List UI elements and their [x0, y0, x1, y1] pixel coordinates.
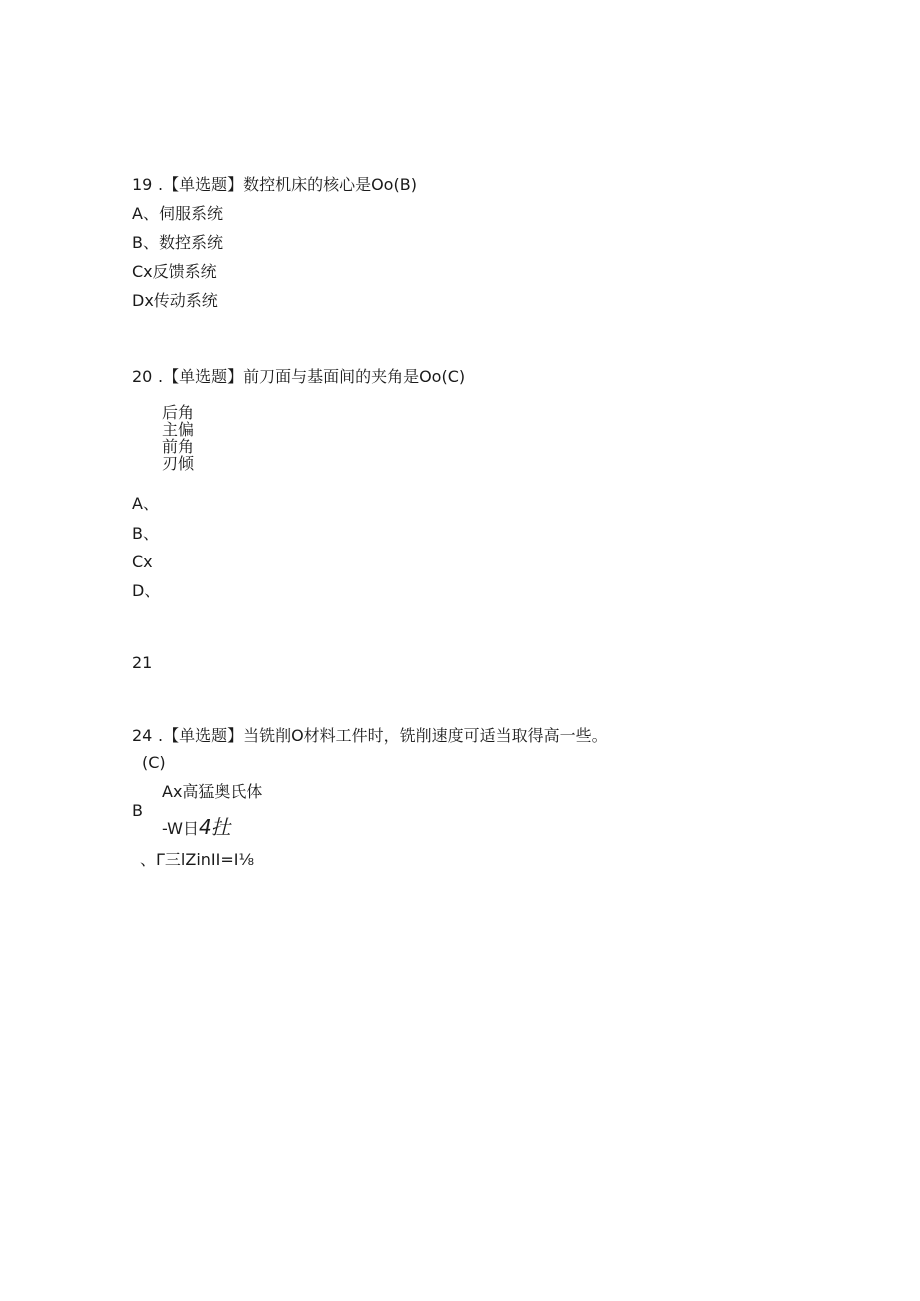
q24-option-a: Ax高猛奥氏体 — [162, 782, 263, 801]
q20-option-a: A、 — [132, 494, 159, 513]
q19-option-a: A、伺服系统 — [132, 204, 223, 223]
q19-option-c: Cx反馈系统 — [132, 262, 217, 281]
q21-number: 21 — [132, 653, 153, 672]
q24-garbled-italic: 4扗 — [198, 815, 230, 839]
q24-garbled-line — [162, 817, 230, 839]
q20-term: 刃倾 — [162, 454, 195, 473]
q24-option-b-label: B — [132, 801, 143, 820]
q19-stem-text: .【单选题】数控机床的核心是Oo(B) — [158, 175, 417, 194]
q20-term: 前角 — [162, 437, 195, 456]
q19-stem — [132, 175, 417, 195]
q24-garbled-text: -W日 — [162, 819, 199, 838]
q20-option-b: B、 — [132, 524, 159, 543]
q19-option-b: B、数控系统 — [132, 233, 223, 252]
q24-garbled-line-2: 、Γ三lZinII=I⅛ — [140, 850, 254, 869]
q20-stem-text: .【单选题】前刀面与基面间的夹角是Oo(C) — [158, 367, 466, 386]
q20-number: 20 — [132, 367, 153, 386]
q20-term: 主偏 — [162, 420, 195, 439]
q20-term-stack — [162, 404, 194, 472]
q19-number: 19 — [132, 175, 153, 194]
q19-option-d: Dx传动系统 — [132, 291, 218, 310]
q24-stem — [132, 726, 608, 746]
q20-stem — [132, 367, 465, 387]
q24-number: 24 — [132, 726, 153, 745]
q20-term: 后角 — [162, 403, 195, 422]
q24-answer: (C) — [142, 753, 166, 772]
q20-option-c: Cx — [132, 552, 153, 571]
q24-stem-text: .【单选题】当铣削O材料工件时，铣削速度可适当取得高一些。 — [158, 726, 608, 745]
q20-option-d: D、 — [132, 581, 161, 600]
